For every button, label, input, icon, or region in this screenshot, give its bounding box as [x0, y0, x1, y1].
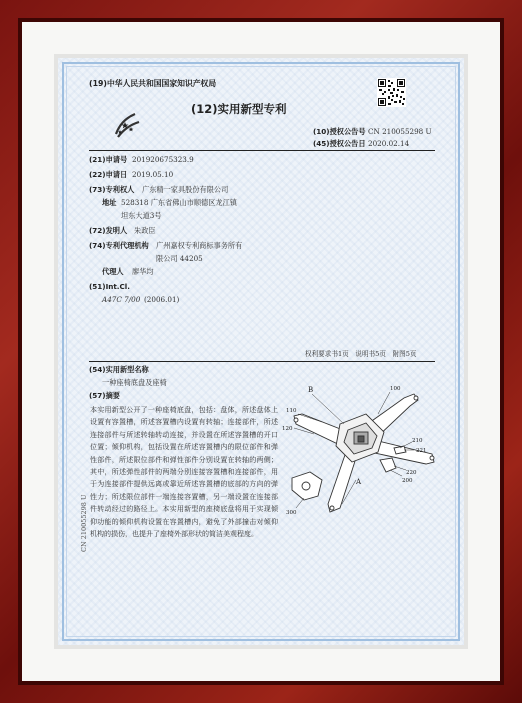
- patentee-label: (73)专利权人: [89, 185, 135, 194]
- abstract-label: (57)摘要: [89, 391, 120, 400]
- agent-label: 代理人: [102, 267, 124, 276]
- application-number-label: (21)申请号: [89, 155, 128, 164]
- header-rule: [89, 150, 435, 151]
- page-count-info: 权利要求书1页 说明书5页 附图5页: [305, 350, 417, 358]
- figure-label-210: 210: [412, 438, 423, 444]
- figure-label-221: 221: [416, 448, 427, 454]
- address-value-line2: 坦东大道3号: [121, 211, 162, 220]
- application-number-value: 201920675323.9: [132, 155, 194, 164]
- utility-model-title-value: 一种座椅底盘及座椅: [102, 378, 167, 387]
- inventor-label: (72)发明人: [89, 226, 128, 235]
- figure-label-120: 120: [282, 426, 293, 432]
- publication-date-value: 2020.02.14: [368, 139, 410, 148]
- qr-code: [377, 78, 406, 107]
- agency-value-line1: 广州嘉权专利商标事务所有: [156, 241, 243, 250]
- patentee-value: 广东精一家具股份有限公司: [142, 185, 229, 194]
- agency-value-line2: 限公司 44205: [156, 254, 203, 263]
- utility-model-title-label: (54)实用新型名称: [89, 365, 149, 374]
- patent-office-name: (19)中华人民共和国国家知识产权局: [89, 79, 217, 88]
- section-rule: [89, 361, 435, 362]
- int-cl-value: A47C 7/00: [102, 295, 141, 304]
- figure-label-200: 200: [402, 478, 413, 484]
- side-publication-number: CN 210055298 U: [80, 494, 88, 552]
- figure-label-a: A: [356, 478, 362, 486]
- int-cl-label: (51)Int.Cl.: [89, 282, 130, 291]
- figure-label-110: 110: [286, 408, 297, 414]
- publication-number-label: (10)授权公告号: [313, 127, 366, 136]
- publication-date-label: (45)授权公告日: [313, 139, 366, 148]
- inventor-value: 朱政臣: [134, 226, 156, 235]
- address-value-line1: 528318 广东省佛山市顺德区龙江镇: [121, 198, 237, 207]
- abstract-text: 本实用新型公开了一种座椅底盘，包括：盘体，所述盘体上设置有容置槽，所述容置槽内设置有转轴；连接部件，所述连接部件与所述转轴转动连接，并设置在所述容置槽的开口位置；倾仰机构，包括设置在所述容置槽内的限位部件和弹性部件，所述限位部件和弹性部件分别设置在转轴的两侧；其中，所述弹性部件的两端分别连接容置槽和连接部件，用于为连接部件提供远离或靠近所述容置槽的底部的方向的弹性力；所述限位部件一端连接容置槽，另一端设置在连接部件转动经过的路径上。本实用新型的座椅底盘将用于实现倾仰功能的倾仰机构设置在容置槽内，避免了外部撞击对倾仰机构的损伤，也提升了座椅外部形状的简洁美观程度。: [90, 406, 278, 539]
- chair-base-drawing: [282, 380, 442, 530]
- figure-label-b: B: [308, 386, 314, 394]
- application-date-value: 2019.05.10: [132, 170, 174, 179]
- application-date-label: (22)申请日: [89, 170, 128, 179]
- figure-label-300: 300: [286, 510, 297, 516]
- document-type-title: (12)实用新型专利: [191, 102, 287, 116]
- agent-value: 廖华均: [132, 267, 154, 276]
- cnipa-logo: [111, 110, 141, 143]
- drawing-svg: [282, 380, 442, 530]
- agency-label: (74)专利代理机构: [89, 241, 149, 250]
- publication-number-value: CN 210055298 U: [368, 127, 432, 136]
- address-label: 地址: [102, 198, 117, 207]
- figure-label-220: 220: [406, 470, 417, 476]
- int-cl-year: (2006.01): [144, 295, 180, 304]
- figure-label-100: 100: [390, 386, 401, 392]
